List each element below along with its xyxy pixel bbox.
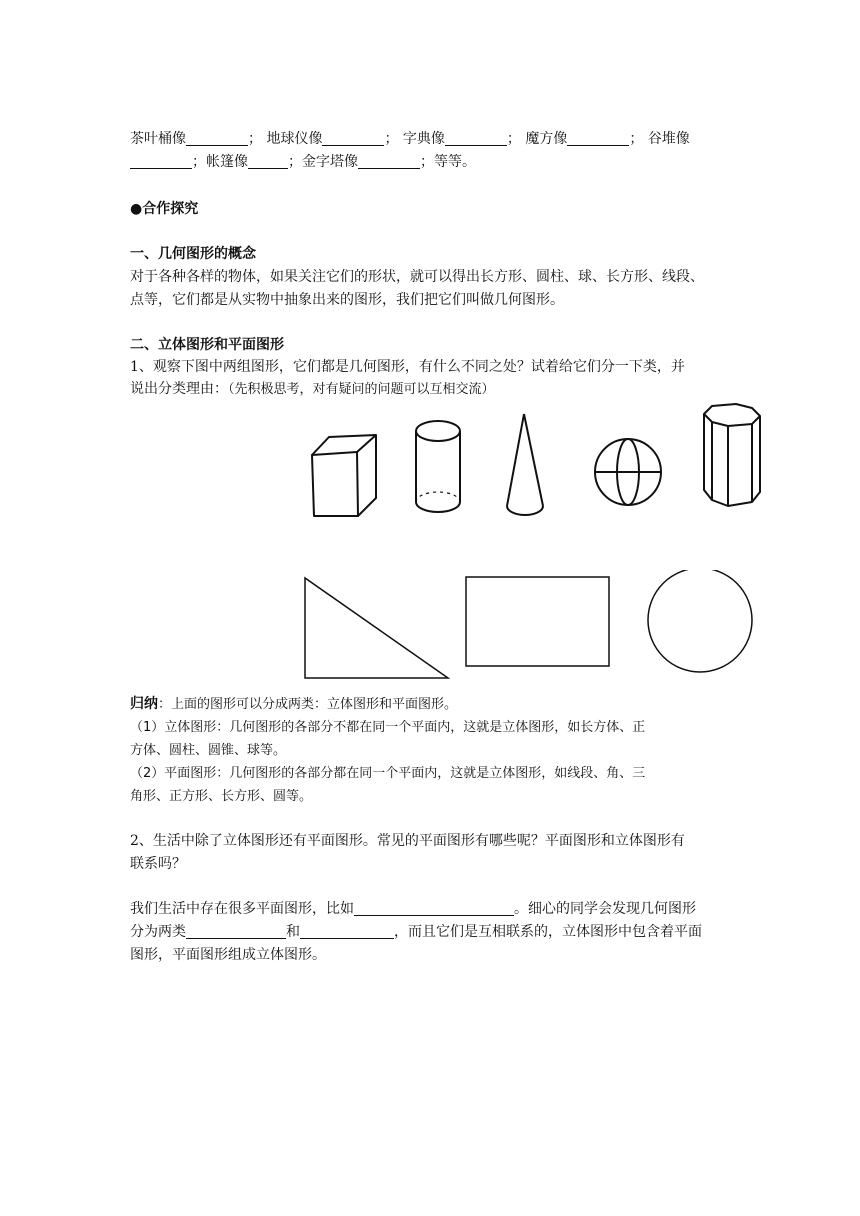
separator: ； <box>506 131 521 147</box>
question-2-line-2: 联系吗？ <box>130 856 186 872</box>
answer-blank[interactable] <box>186 129 248 146</box>
part2-heading: 二、立体图形和平面图形 <box>130 337 284 353</box>
intro-item-label: 魔方像 <box>525 131 568 147</box>
octagonal-prism-icon <box>704 404 760 506</box>
definition-2-line-2: 角形、正方形、长方形、圆等。 <box>130 789 313 804</box>
intro-block <box>130 128 730 174</box>
answer-blank[interactable] <box>567 129 629 146</box>
part1-body-line-1: 对于各种各样的物体，如果关注它们的形状，就可以得出长方形、圆柱、球、长方形、线段、 <box>130 269 704 285</box>
cube-icon <box>312 435 376 516</box>
part1-heading: 一、几何图形的概念 <box>130 246 256 262</box>
fill-line-2 <box>130 921 730 944</box>
definition-1-line-2: 方体、圆柱、圆锥、球等。 <box>130 743 287 758</box>
question-1-line-2 <box>130 378 730 401</box>
fill-text: 和 <box>286 924 300 940</box>
summary-line <box>130 693 730 716</box>
definition-1-line-1: （1）立体图形：几何图形的各部分不都在同一个平面内，这就是立体图形，如长方体、正 <box>130 720 646 735</box>
fill-line-3: 图形，平面图形组成立体图形。 <box>130 947 326 963</box>
answer-blank[interactable] <box>322 129 384 146</box>
separator: ； <box>384 131 399 147</box>
plane-figures-row <box>300 570 760 685</box>
solid-figures-row <box>300 400 780 530</box>
section-title: ●合作探究 <box>130 201 199 217</box>
intro-item-label: 谷堆像 <box>647 131 690 147</box>
intro-line-1 <box>130 128 730 151</box>
definition-2-line-1: （2）平面图形：几何图形的各部分都在同一个平面内，这就是立体图形，如线段、角、三 <box>130 766 646 781</box>
separator: ； <box>629 131 644 147</box>
intro-item-label: 茶叶桶像 <box>130 131 186 147</box>
answer-blank[interactable] <box>248 152 288 169</box>
circle-icon <box>648 570 752 672</box>
fill-line-1 <box>130 898 730 921</box>
summary-text: ：上面的图形可以分成两类：立体图形和平面图形。 <box>158 697 458 712</box>
question-1-hint: （先积极思考，对有疑问的问题可以互相交流） <box>228 382 495 397</box>
answer-blank[interactable] <box>300 922 394 939</box>
intro-item-label: 字典像 <box>402 131 445 147</box>
fill-text: 分为两类 <box>130 924 186 940</box>
separator: ； <box>248 131 262 147</box>
separator: ； <box>288 154 302 170</box>
intro-item-label: 帐篷像 <box>206 154 248 170</box>
cone-icon <box>507 414 543 515</box>
rectangle-icon <box>466 577 609 666</box>
separator: ； <box>420 154 434 170</box>
cylinder-icon <box>416 421 460 512</box>
triangle-icon <box>305 578 448 678</box>
sphere-icon <box>595 439 661 505</box>
question-1-prompt: 说出分类理由： <box>130 381 228 397</box>
summary-label: 归纳 <box>130 696 158 712</box>
intro-ending: 等等。 <box>434 154 476 170</box>
fill-text: 我们生活中存在很多平面图形，比如 <box>130 901 354 917</box>
answer-blank[interactable] <box>130 152 192 169</box>
answer-blank[interactable] <box>445 129 507 146</box>
question-2-line-1: 2、生活中除了立体图形还有平面图形。常见的平面图形有哪些呢？平面图形和立体图形有 <box>130 833 685 849</box>
answer-blank[interactable] <box>354 899 514 916</box>
answer-blank[interactable] <box>186 922 286 939</box>
fill-text: 。细心的同学会发现几何图形 <box>514 901 696 917</box>
intro-item-label: 金字塔像 <box>302 154 358 170</box>
separator: ； <box>192 154 206 170</box>
part1-body-line-2: 点等，它们都是从实物中抽象出来的图形，我们把它们叫做几何图形。 <box>130 292 564 308</box>
fill-text: ，而且它们是互相联系的，立体图形中包含着平面 <box>394 924 702 940</box>
intro-item-label: 地球仪像 <box>266 131 323 147</box>
question-1-line-1: 1、观察下图中两组图形，它们都是几何图形，有什么不同之处？试着给它们分一下类，并 <box>130 359 685 375</box>
answer-blank[interactable] <box>358 152 420 169</box>
intro-line-2 <box>130 151 730 174</box>
